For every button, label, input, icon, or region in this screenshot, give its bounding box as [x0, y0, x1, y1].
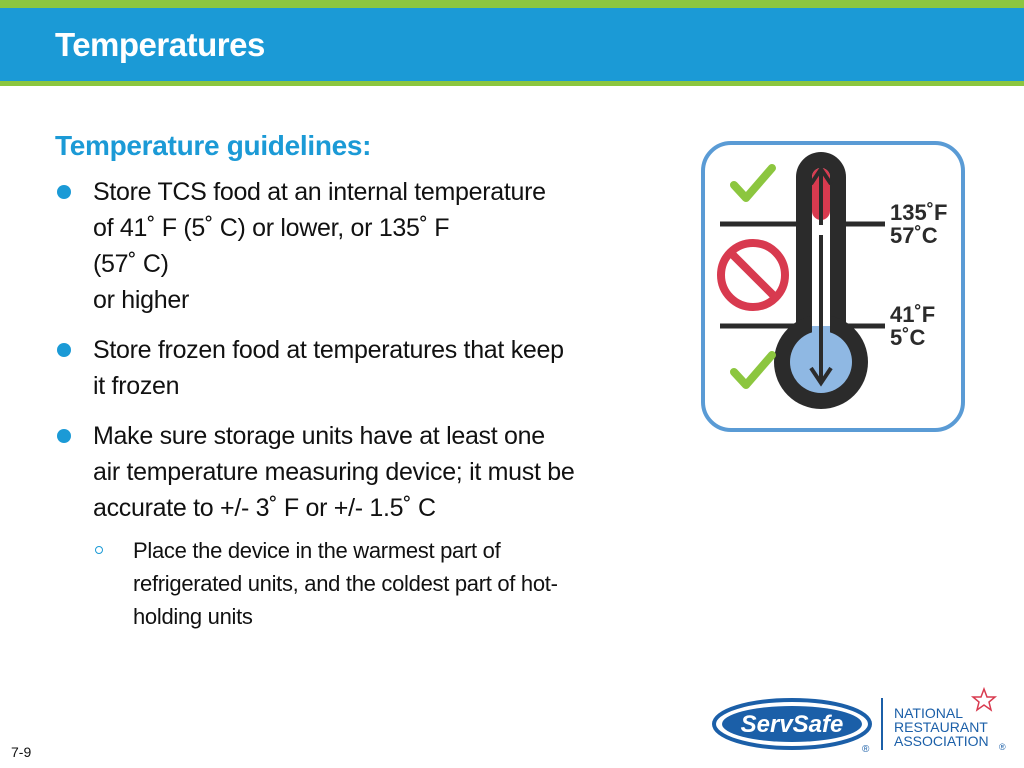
bullet-line: Store TCS food at an internal temperature — [93, 178, 546, 206]
lower-temp-c: 5˚C — [890, 325, 926, 350]
top-accent-stripe — [0, 0, 1024, 8]
sub-bullet-line: Place the device in the warmest part of — [133, 538, 501, 563]
bullet-line: it frozen — [93, 372, 180, 400]
slide-title: Temperatures — [55, 26, 265, 63]
footer-logos — [712, 686, 1012, 762]
title-bar — [0, 8, 1024, 81]
sub-bullet-line: holding units — [133, 604, 253, 629]
sub-bullet-ring-icon — [95, 546, 103, 554]
bullet-line: accurate to +/- 3˚ F or +/- 1.5˚ C — [93, 494, 436, 522]
bullet-line: Store frozen food at temperatures that keep — [93, 336, 564, 364]
star-icon — [973, 689, 995, 710]
sub-bullet-item — [93, 534, 615, 633]
upper-temp-f: 135˚F — [890, 200, 948, 225]
lower-temp-f: 41˚F — [890, 302, 936, 327]
sub-bullet-line: refrigerated units, and the coldest part of hot- — [133, 571, 558, 596]
nra-line-2: RESTAURANT — [894, 719, 988, 735]
bullet-item — [55, 332, 615, 404]
bullet-item — [55, 418, 615, 633]
sub-bullet-list — [93, 534, 615, 633]
bullet-line: (57˚ C) — [93, 250, 169, 278]
registered-mark: ® — [862, 744, 870, 755]
nra-line-3: ASSOCIATION — [894, 733, 989, 749]
bullet-dot-icon — [57, 343, 71, 357]
bullet-item — [55, 174, 615, 318]
thermometer-graphic — [700, 140, 968, 433]
bullet-line: Make sure storage units have at least one — [93, 422, 545, 450]
bullet-line: or higher — [93, 286, 189, 314]
upper-temp-c: 57˚C — [890, 223, 938, 248]
servsafe-logo-text: ServSafe — [740, 711, 844, 738]
bullet-dot-icon — [57, 429, 71, 443]
thermometer-svg — [700, 140, 968, 433]
slide-content — [55, 130, 615, 647]
nra-registered-mark: ® — [999, 742, 1006, 752]
bullet-list — [55, 174, 615, 633]
section-heading: Temperature guidelines: — [55, 130, 372, 161]
bullet-dot-icon — [57, 185, 71, 199]
logos-svg — [712, 686, 1012, 762]
page-number: 7-9 — [11, 744, 32, 760]
bullet-line: air temperature measuring device; it must be — [93, 458, 575, 486]
bullet-line: of 41˚ F (5˚ C) or lower, or 135˚ F — [93, 214, 450, 242]
nra-line-1: NATIONAL — [894, 705, 963, 721]
title-accent-stripe — [0, 81, 1024, 86]
